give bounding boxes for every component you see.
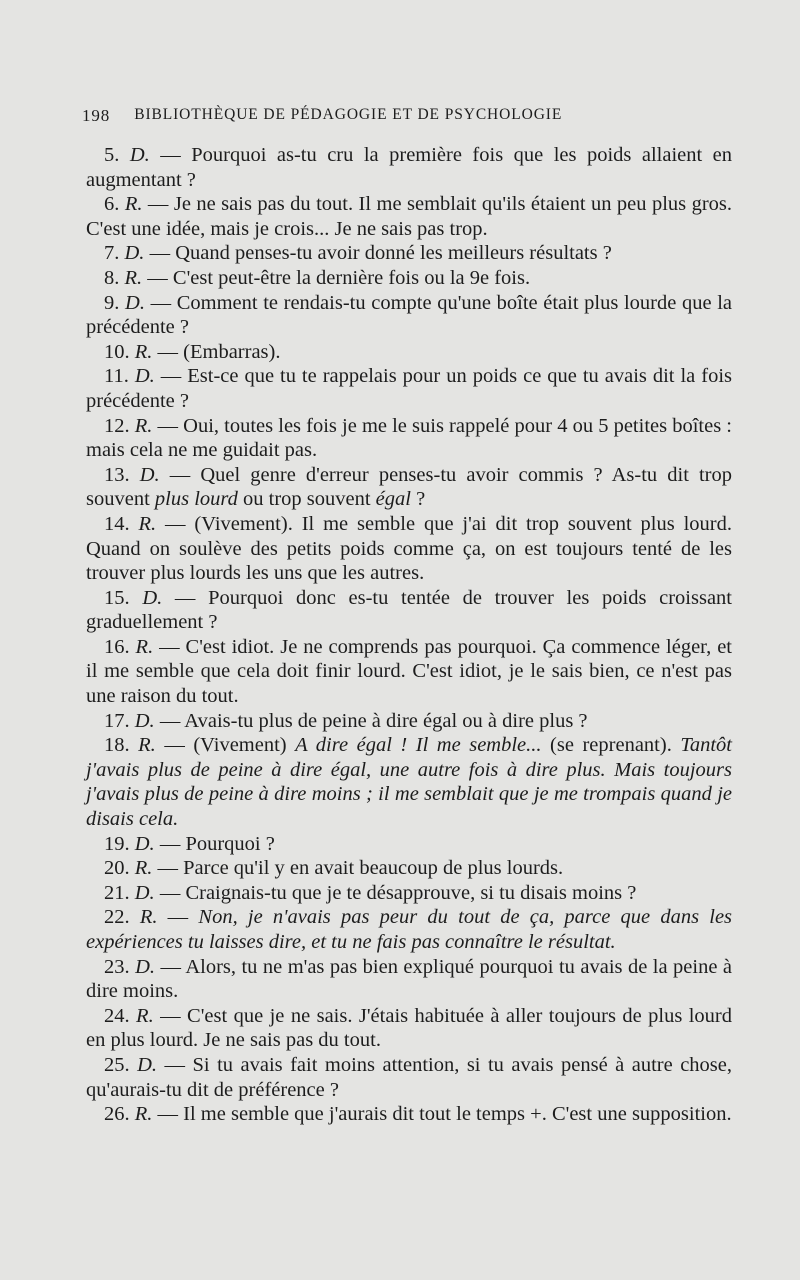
paragraph-number: 11. (104, 365, 129, 388)
dialogue-paragraph (86, 241, 732, 266)
paragraph-number: 23. (104, 955, 130, 978)
body-text: — Craignais-tu que je te désapprouve, si tu disais moins ? (154, 881, 637, 904)
speaker-label: R. (135, 635, 154, 658)
body-text: — Parce qu'il y en avait beaucoup de plus lourds. (152, 857, 564, 880)
running-title: BIBLIOTHÈQUE DE PÉDAGOGIE ET DE PSYCHOLOGIE (134, 106, 563, 123)
speaker-label: R. (136, 1004, 154, 1027)
body-text: — Pourquoi ? (154, 832, 275, 855)
speaker-label: R. (134, 414, 153, 437)
speaker-label: R. (138, 734, 156, 757)
italic-text: Tantôt j'avais plus de peine à dire égal, une autre fois à dire plus. Mais toujours j'avais plus de peine à dire moins ; il me semblait que je me trompais quand je disais cela. (86, 734, 733, 831)
dialogue-paragraph (86, 364, 732, 413)
paragraph-number: 13. (104, 463, 130, 486)
speaker-label: D. (142, 586, 163, 609)
speaker-label: D. (129, 144, 150, 166)
body-text: — Il me semble que j'aurais dit tout le temps +. C'est une supposition. (152, 1103, 732, 1126)
paragraph-number: 20. (104, 857, 130, 880)
body-text: — Pourquoi as-tu cru la première fois que les poids allaient en augmentant ? (86, 144, 733, 191)
body-text: — C'est que je ne sais. J'étais habituée à aller toujours de plus lourd en plus lourd. Je ne sais pas du tout. (86, 1004, 733, 1052)
dialogue-paragraph (86, 905, 732, 954)
paragraph-number: 15. (104, 586, 130, 609)
dialogue-paragraph (86, 266, 732, 291)
dialogue-paragraph (86, 143, 732, 192)
dialogue-paragraph (86, 1102, 732, 1127)
speaker-label: D. (135, 955, 156, 978)
body-text: — Comment te rendais-tu compte qu'une boîte était plus lourde que la précédente ? (86, 291, 733, 339)
dialogue-paragraph (86, 881, 732, 906)
speaker-label: R. (124, 266, 143, 289)
paragraph-number: 26. (104, 1103, 130, 1126)
italic-text: égal (375, 488, 411, 511)
paragraph-number: 9. (104, 291, 120, 314)
speaker-label: D. (125, 291, 145, 314)
body-text: — (157, 906, 199, 929)
speaker-label: D. (134, 881, 155, 904)
paragraph-number: 17. (104, 709, 130, 732)
speaker-label: D. (134, 365, 155, 388)
body-text: — Alors, tu ne m'as pas bien expliqué pourquoi tu avais de la peine à dire moins. (86, 955, 732, 1003)
dialogue-paragraph (86, 340, 732, 365)
dialogue-paragraph (86, 856, 732, 881)
body-text: — Je ne sais pas du tout. Il me semblait qu'ils étaient un peu plus gros. C'est une idée, mais je crois... Je ne sais pas trop. (86, 193, 732, 240)
body-text: — Quand penses-tu avoir donné les meilleurs résultats ? (144, 242, 612, 265)
paragraph-number: 21. (104, 881, 130, 904)
dialogue-paragraph (86, 709, 732, 734)
dialogue-paragraph (86, 1004, 732, 1053)
paragraph-number: 14. (104, 512, 130, 535)
speaker-label: D. (124, 242, 145, 265)
paragraph-number: 18. (104, 734, 130, 757)
italic-text: A dire égal ! Il me semble... (295, 734, 542, 757)
body-text: — Avais-tu plus de peine à dire égal ou à dire plus ? (154, 709, 588, 732)
body-text: — Pourquoi donc es-tu tentée de trouver les poids croissant graduellement ? (86, 586, 732, 634)
dialogue-paragraph (86, 414, 732, 463)
italic-text: plus lourd (154, 488, 238, 511)
speaker-label: R. (138, 512, 157, 535)
body-text: — Oui, toutes les fois je me le suis rappelé pour 4 ou 5 petites boîtes : mais cela ne me guidait pas. (86, 414, 733, 462)
body-text: — (Vivement). Il me semble que j'ai dit trop souvent plus lourd. Quand on soulève des petits poids comme ça, on est toujours tenté de les trouver plus lourds les uns que les autres. (86, 512, 733, 585)
paragraph-number: 6. (104, 193, 120, 216)
speaker-label: R. (139, 906, 158, 929)
paragraph-number: 12. (104, 414, 130, 437)
speaker-label: R. (124, 193, 143, 216)
dialogue-paragraph (86, 463, 732, 512)
italic-text: Non, je n'avais pas peur du tout de ça, parce que dans les expériences tu laisses dire, et tu ne fais pas connaître le résultat. (86, 906, 733, 953)
body-text: (se reprenant). (541, 734, 681, 757)
paragraph-number: 8. (104, 266, 120, 289)
body-text: — Est-ce que tu te rappelais pour un poids ce que tu avais dit la fois précédente ? (86, 365, 732, 412)
speaker-label: D. (134, 709, 155, 732)
body-text: ou trop souvent (237, 488, 376, 511)
dialogue-paragraph (86, 586, 732, 635)
body-text: — C'est idiot. Je ne comprends pas pourquoi. Ça commence léger, et il me semble que cela doit finir lourd. C'est idiot, je le sais bien, ce n'est pas une raison du tout. (86, 635, 733, 708)
paragraph-number: 22. (104, 906, 130, 929)
speaker-label: D. (139, 463, 160, 486)
dialogue-paragraph (86, 1053, 732, 1102)
paragraph-number: 16. (104, 635, 130, 658)
dialogue-paragraph (86, 832, 732, 857)
body-text: — Quel genre d'erreur penses-tu avoir commis ? As-tu dit trop souvent (86, 463, 733, 511)
paragraph-number: 10. (104, 340, 130, 363)
paragraph-number: 24. (104, 1004, 130, 1027)
dialogue-paragraph (86, 291, 732, 340)
speaker-label: D. (137, 1053, 158, 1076)
speaker-label: R. (134, 1103, 153, 1126)
paragraph-number: 7. (104, 242, 120, 265)
page-number: 198 (82, 106, 111, 125)
dialogue-paragraph (86, 635, 732, 709)
body-text: — Si tu avais fait moins attention, si tu avais pensé à autre chose, qu'aurais-tu dit de préférence ? (86, 1053, 732, 1101)
dialogue-paragraph (86, 955, 732, 1004)
dialogue-text (86, 143, 732, 1127)
running-header (82, 106, 642, 126)
paragraph-number: 25. (104, 1053, 130, 1076)
speaker-label: D. (134, 832, 155, 855)
dialogue-paragraph (86, 512, 732, 586)
dialogue-paragraph (86, 192, 732, 241)
speaker-label: R. (134, 340, 153, 363)
paragraph-number: 5. (104, 144, 120, 166)
body-text: — (Vivement) (155, 734, 296, 757)
body-text: ? (410, 488, 426, 511)
dialogue-paragraph (86, 733, 732, 831)
speaker-label: R. (134, 857, 153, 880)
body-text: — (Embarras). (152, 340, 281, 363)
body-text: — C'est peut-être la dernière fois ou la 9e fois. (142, 266, 531, 289)
paragraph-number: 19. (104, 832, 130, 855)
